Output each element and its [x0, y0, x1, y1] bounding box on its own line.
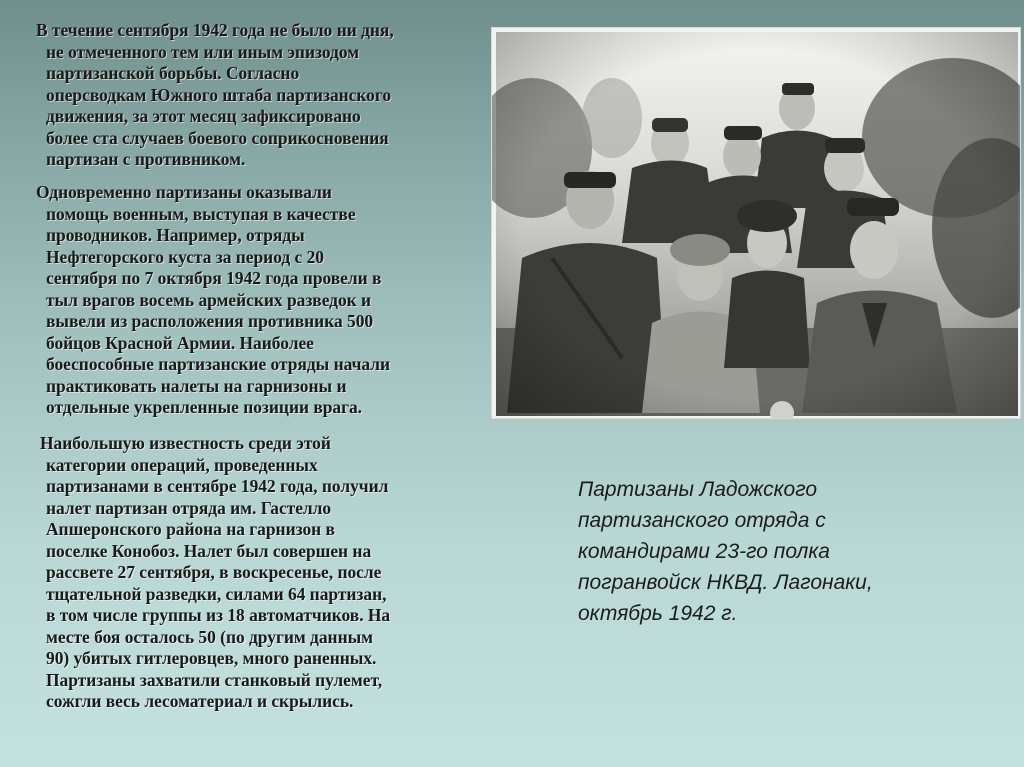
caption-line: партизанского отряда с	[578, 509, 826, 532]
paragraph-2-line: бойцов Красной Армии. Наиболее	[46, 332, 314, 353]
paragraph-3-line: рассвете 27 сентября, в воскресенье, после	[46, 562, 382, 582]
paragraph-2-line: Нефтегорского куста за период с 20	[46, 246, 325, 267]
paragraph-1-line: партизан с противником.	[46, 149, 246, 169]
paragraph-3-line: тщательной разведки, силами 64 партизан,	[46, 583, 387, 604]
paragraph-3-line: месте боя осталось 50 (по другим данным	[46, 626, 374, 647]
paragraph-1-line: движения, за этот месяц зафиксировано	[46, 106, 361, 126]
paragraph-3	[36, 433, 390, 713]
caption-line: погранвойск НКВД. Лагонаки,	[578, 571, 873, 594]
paragraph-1	[36, 20, 394, 171]
paragraph-3-line: 90) убитых гитлеровцев, много раненных.	[46, 648, 377, 668]
paragraph-3-line: Наибольшую известность среди этой	[40, 433, 331, 453]
paragraph-3-line: Партизаны захватили станковый пулемет,	[46, 669, 383, 690]
paragraph-1-line: оперсводкам Южного штаба партизанского	[46, 84, 392, 105]
paragraph-2	[36, 182, 390, 419]
paragraph-2-line: проводников. Например, отряды	[46, 225, 305, 245]
paragraph-2-line: помощь военным, выступая в качестве	[46, 203, 356, 224]
partisans-group-photo-image	[492, 28, 1021, 419]
caption-line: октябрь 1942 г.	[578, 602, 738, 625]
paragraph-2-line: боеспособные партизанские отряды начали	[46, 354, 391, 374]
caption-line: Партизаны Ладожского	[578, 478, 818, 501]
paragraph-2-line: сентября по 7 октября 1942 года провели в	[46, 268, 382, 288]
paragraph-2-line: вывели из расположения противника 500	[46, 311, 374, 331]
paragraph-2-line: отдельные укрепленные позиции врага.	[46, 397, 363, 417]
paragraph-3-line: категории операций, проведенных	[46, 454, 318, 475]
paragraph-1-line: более ста случаев боевого соприкосновения	[46, 127, 389, 148]
paragraph-3-line: поселке Конобоз. Налет был совершен на	[46, 540, 372, 561]
paragraph-3-line: сожгли весь лесоматериал и скрылись.	[46, 691, 354, 711]
paragraph-3-line: налет партизан отряда им. Гастелло	[46, 497, 332, 518]
paragraph-3-line: партизанами в сентябре 1942 года, получил	[46, 476, 389, 496]
paragraph-1-line: В течение сентября 1942 года не было ни дня,	[36, 20, 394, 40]
historical-photo	[491, 27, 1021, 419]
paragraph-1-line: партизанской борьбы. Согласно	[46, 63, 300, 83]
paragraph-2-line: практиковать налеты на гарнизоны и	[46, 375, 347, 396]
paragraph-1-line: не отмеченного тем или иным эпизодом	[46, 41, 360, 62]
paragraph-3-line: в том числе группы из 18 автоматчиков. На	[46, 605, 391, 625]
paragraph-3-line: Апшеронского района на гарнизон в	[46, 519, 335, 539]
photo-caption	[578, 474, 978, 629]
caption-line: командирами 23-го полка	[578, 540, 830, 563]
paragraph-2-line: Одновременно партизаны оказывали	[36, 182, 332, 202]
paragraph-2-line: тыл врагов восемь армейских разведок и	[46, 289, 372, 310]
